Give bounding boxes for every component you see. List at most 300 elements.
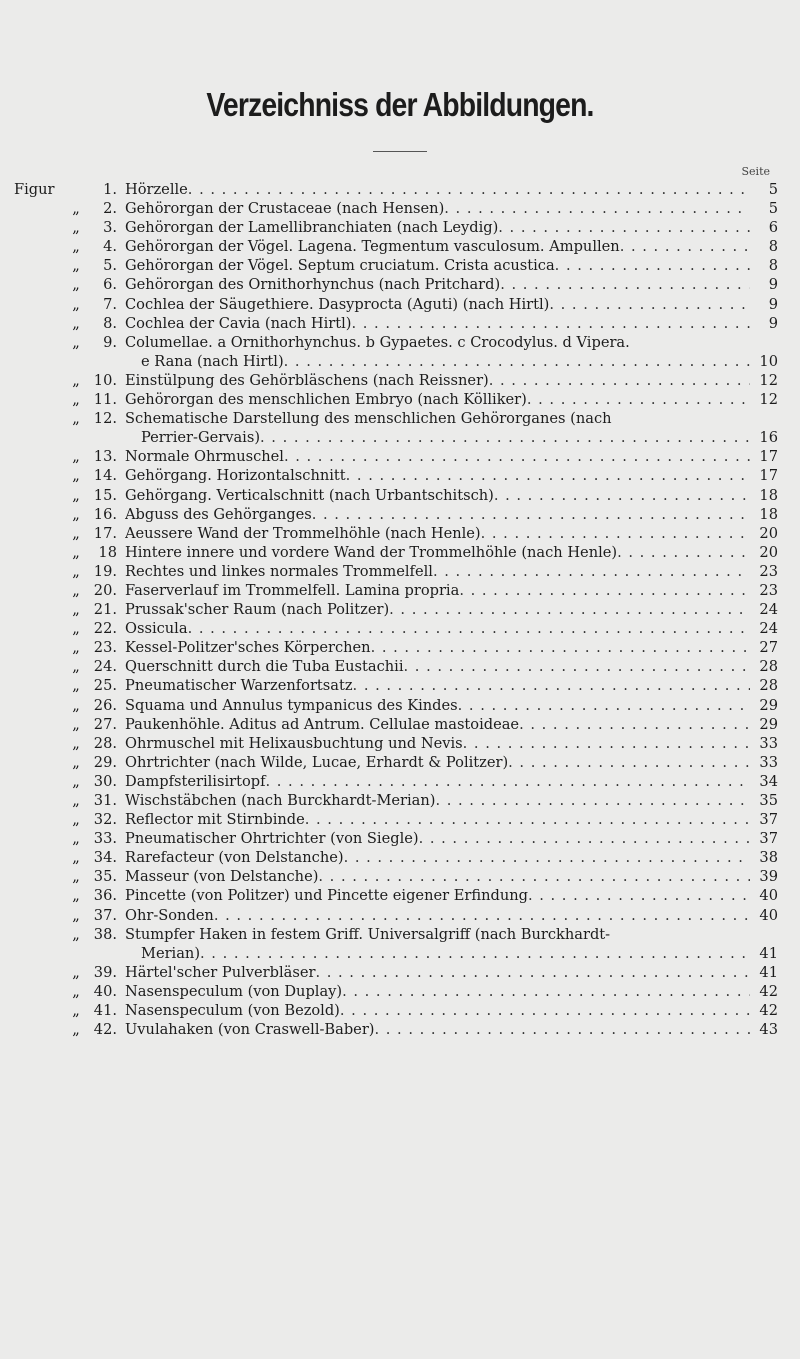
- figure-entry: [14, 466, 778, 485]
- figure-number: 4.: [103, 238, 117, 256]
- page-number: 42: [759, 1002, 778, 1020]
- figure-entry: [14, 657, 778, 676]
- figure-entry: [14, 314, 778, 333]
- figure-number: 34.: [93, 849, 117, 867]
- page-number: 40: [759, 906, 778, 924]
- page-number: 18: [759, 486, 778, 504]
- figure-number: 37.: [93, 906, 117, 924]
- page-number: 37: [759, 830, 778, 848]
- figure-entry: [14, 505, 778, 524]
- figure-title: Rechtes und linkes normales Trommelfell: [125, 562, 433, 580]
- figur-label: [14, 447, 64, 466]
- leader-dots: [284, 447, 750, 466]
- figure-number: 3.: [103, 219, 117, 237]
- figur-label: [14, 982, 64, 1001]
- figure-number: 31.: [93, 792, 117, 809]
- page-number: 29: [759, 696, 778, 714]
- figure-title: Abguss des Gehörganges: [125, 505, 312, 523]
- figure-title: Uvulahaken (von Craswell-Baber): [125, 1021, 375, 1039]
- ditto-mark: „: [72, 295, 80, 313]
- figure-title: Aeussere Wand der Trommelhöhle (nach Henle): [125, 524, 481, 542]
- figure-number: 7.: [103, 295, 117, 313]
- figur-label: [14, 753, 64, 772]
- leader-dots: [549, 295, 750, 314]
- page-number: 40: [759, 887, 778, 905]
- figure-title: Perrier-Gervais): [141, 429, 261, 447]
- figure-title: Nasenspeculum (von Duplay): [125, 982, 343, 1000]
- figur-label: [14, 638, 64, 657]
- title-rule: [373, 151, 427, 152]
- figur-label: [14, 867, 64, 886]
- figur-label: [14, 676, 64, 695]
- leader-dots: [284, 352, 750, 371]
- figure-entry: [14, 867, 778, 886]
- page-number: 5: [768, 181, 778, 198]
- figure-number: 12.: [93, 410, 117, 428]
- figure-title: Hörzelle: [125, 181, 188, 198]
- figure-entry: [14, 409, 778, 447]
- page-number: 8: [768, 238, 778, 256]
- figur-label: [14, 696, 64, 715]
- leader-dots: [458, 696, 750, 715]
- figure-title: Stumpfer Haken in festem Griff. Universalgriff (nach Burckhardt-: [125, 925, 611, 943]
- figur-label: [14, 256, 64, 275]
- figure-entry: [14, 371, 778, 390]
- leader-dots: [342, 982, 750, 1001]
- figure-number: 18: [98, 543, 117, 561]
- page-number: 23: [759, 581, 778, 599]
- figur-label: [14, 524, 64, 543]
- ditto-mark: „: [72, 410, 80, 428]
- leader-dots: [315, 963, 750, 982]
- figure-entry: [14, 963, 778, 982]
- figure-entry: [14, 600, 778, 619]
- figur-label: [14, 925, 64, 963]
- figure-entry: [14, 791, 778, 810]
- figure-title: Reflector mit Stirnbinde: [125, 811, 305, 829]
- leader-dots: [260, 428, 750, 447]
- ditto-mark: „: [72, 276, 80, 294]
- figure-number: 23.: [93, 639, 117, 657]
- figure-entry: [14, 696, 778, 715]
- figure-entry: [14, 486, 778, 505]
- figur-label: [14, 1001, 64, 1020]
- figure-entry: [14, 275, 778, 294]
- figur-label: [14, 772, 64, 791]
- figure-title: Gehörorgan der Lamellibranchiaten (nach Leydig): [125, 219, 499, 237]
- leader-dots: [494, 486, 750, 505]
- leader-dots: [620, 237, 750, 256]
- figure-entry: [14, 562, 778, 581]
- figure-title: Faserverlauf im Trommelfell. Lamina propria: [125, 581, 460, 599]
- page-number: 33: [759, 734, 778, 752]
- ditto-mark: „: [72, 219, 80, 237]
- figure-number: 29.: [93, 753, 117, 771]
- leader-dots: [481, 524, 750, 543]
- figur-label: [14, 581, 64, 600]
- figure-number: 17.: [93, 524, 117, 542]
- ditto-mark: „: [72, 772, 80, 790]
- ditto-mark: „: [72, 696, 80, 714]
- page-number: 29: [759, 715, 778, 733]
- ditto-mark: „: [72, 524, 80, 542]
- figure-entry: [14, 886, 778, 905]
- figure-number: 5.: [103, 257, 117, 275]
- page-title: Verzeichniss der Abbildungen.: [206, 86, 594, 123]
- figur-label: [14, 199, 64, 218]
- leader-dots: [371, 638, 750, 657]
- figure-title: Columellae. a Ornithorhynchus. b Gypaetes. c Crocodylus. d Vipera.: [125, 333, 630, 351]
- figur-label: [14, 486, 64, 505]
- figure-number: 21.: [93, 601, 117, 619]
- page-number: 20: [759, 543, 778, 561]
- page-number: 42: [759, 982, 778, 1000]
- figur-label: [14, 409, 64, 447]
- page-number: 5: [768, 200, 778, 218]
- page-number: 33: [759, 753, 778, 771]
- figure-title: Pneumatischer Warzenfortsatz: [125, 677, 353, 695]
- figur-label: [14, 237, 64, 256]
- ditto-mark: „: [72, 830, 80, 848]
- figure-number: 11.: [93, 391, 117, 409]
- figure-number: 36.: [93, 887, 117, 905]
- page-number: 16: [759, 429, 778, 447]
- figure-title: Einstülpung des Gehörbläschens (nach Reissner): [125, 371, 489, 389]
- ditto-mark: „: [72, 562, 80, 580]
- figure-entry: [14, 180, 778, 199]
- leader-dots: [375, 1020, 751, 1039]
- figure-title: Gehörorgan der Vögel. Septum cruciatum. Crista acustica: [125, 257, 555, 275]
- page-number: 12: [759, 391, 778, 409]
- ditto-mark: „: [72, 715, 80, 733]
- leader-dots: [188, 619, 750, 638]
- ditto-mark: „: [72, 906, 80, 924]
- figur-label: [14, 657, 64, 676]
- ditto-mark: „: [72, 811, 80, 829]
- figure-entry: [14, 676, 778, 695]
- figure-title: Gehörorgan des menschlichen Embryo (nach Kölliker): [125, 391, 527, 409]
- figure-number: 38.: [93, 925, 117, 943]
- leader-dots: [214, 906, 750, 925]
- figure-title: Querschnitt durch die Tuba Eustachii: [125, 658, 404, 676]
- figure-title: Nasenspeculum (von Bezold): [125, 1002, 340, 1020]
- page-number: 34: [759, 772, 778, 790]
- ditto-mark: „: [72, 639, 80, 657]
- leader-dots: [433, 562, 750, 581]
- figure-number: 10.: [93, 371, 117, 389]
- figure-number: 8.: [103, 314, 117, 332]
- figure-entry: [14, 447, 778, 466]
- figur-label: [14, 371, 64, 390]
- figur-label: [14, 275, 64, 294]
- figure-title: Gehörgang. Verticalschnitt (nach Urbantschitsch): [125, 486, 494, 504]
- ditto-mark: „: [72, 887, 80, 905]
- leader-dots: [463, 734, 750, 753]
- figure-number: 2.: [103, 200, 117, 218]
- figure-title: Dampfsterilisirtopf: [125, 772, 266, 790]
- figur-label: [14, 810, 64, 829]
- ditto-mark: „: [72, 982, 80, 1000]
- ditto-mark: „: [72, 734, 80, 752]
- figure-entry: [14, 982, 778, 1001]
- leader-dots: [508, 753, 750, 772]
- page-number: 9: [768, 295, 778, 313]
- leader-dots: [312, 505, 750, 524]
- figure-title: Schematische Darstellung des menschlichen Gehörorganes (nach: [125, 410, 612, 428]
- figur-label: [14, 963, 64, 982]
- page-number: 43: [759, 1021, 778, 1039]
- page-number: 12: [759, 371, 778, 389]
- figure-entry: [14, 333, 778, 371]
- leader-dots: [353, 676, 750, 695]
- figure-number: 26.: [93, 696, 117, 714]
- figure-title: e Rana (nach Hirtl): [141, 352, 284, 370]
- leader-dots: [555, 256, 750, 275]
- ditto-mark: „: [72, 486, 80, 504]
- figur-label: [14, 466, 64, 485]
- figure-entry: [14, 1020, 778, 1039]
- figure-number: 28.: [93, 734, 117, 752]
- figure-number: 24.: [93, 658, 117, 676]
- leader-dots: [344, 848, 750, 867]
- figur-label: [14, 829, 64, 848]
- leader-dots: [346, 466, 750, 485]
- leader-dots: [389, 600, 750, 619]
- leader-dots: [519, 715, 750, 734]
- figure-entry: [14, 753, 778, 772]
- ditto-mark: „: [72, 1021, 80, 1039]
- figure-number: 41.: [93, 1002, 117, 1020]
- page-number: 17: [759, 448, 778, 466]
- figure-number: 19.: [93, 562, 117, 580]
- figur-label: [14, 390, 64, 409]
- page-number: 41: [759, 963, 778, 981]
- page-number: 9: [768, 314, 778, 332]
- leader-dots: [498, 218, 750, 237]
- figur-label: [14, 562, 64, 581]
- figure-entry: [14, 772, 778, 791]
- ditto-mark: „: [72, 581, 80, 599]
- ditto-mark: „: [72, 658, 80, 676]
- leader-dots: [459, 581, 750, 600]
- ditto-mark: „: [72, 925, 80, 943]
- ditto-mark: „: [72, 620, 80, 638]
- figur-label: [14, 1020, 64, 1039]
- leader-dots: [444, 199, 750, 218]
- figure-title: Cochlea der Cavia (nach Hirtl): [125, 314, 352, 332]
- figure-title: Paukenhöhle. Aditus ad Antrum. Cellulae mastoideae: [125, 715, 520, 733]
- figure-number: 35.: [93, 868, 117, 886]
- ditto-mark: [64, 180, 88, 199]
- figure-title: Prussak'scher Raum (nach Politzer): [125, 601, 390, 619]
- ditto-mark: „: [72, 963, 80, 981]
- figure-entry: [14, 1001, 778, 1020]
- ditto-mark: „: [72, 391, 80, 409]
- ditto-mark: „: [72, 849, 80, 867]
- page-number: 18: [759, 505, 778, 523]
- figure-title: Hintere innere und vordere Wand der Trommelhöhle (nach Henle): [125, 543, 618, 561]
- figure-entry: [14, 390, 778, 409]
- ditto-mark: „: [72, 505, 80, 523]
- figure-number: 39.: [93, 963, 117, 981]
- figur-label: [14, 734, 64, 753]
- ditto-mark: „: [72, 448, 80, 466]
- figur-label: [14, 886, 64, 905]
- figure-entry: [14, 581, 778, 600]
- page-number: 39: [759, 868, 778, 886]
- figure-title: Gehörorgan der Vögel. Lagena. Tegmentum vasculosum. Ampullen: [125, 238, 620, 256]
- figure-title: Rarefacteur (von Delstanche): [125, 849, 344, 867]
- figure-entry: [14, 543, 778, 562]
- ditto-mark: „: [72, 314, 80, 332]
- leader-dots: [305, 810, 750, 829]
- leader-dots: [265, 772, 750, 791]
- ditto-mark: „: [72, 467, 80, 485]
- figure-entry: [14, 218, 778, 237]
- figure-number: 13.: [93, 448, 117, 466]
- leader-dots: [419, 829, 750, 848]
- leader-dots: [351, 314, 750, 333]
- figure-title: Normale Ohrmuschel: [125, 448, 284, 466]
- figure-entry: [14, 237, 778, 256]
- figur-label: [14, 715, 64, 734]
- figure-title: Cochlea der Säugethiere. Dasyprocta (Aguti) (nach Hirtl): [125, 295, 550, 313]
- figur-label: [14, 619, 64, 638]
- figure-title: Gehörorgan des Ornithorhynchus (nach Pritchard): [125, 276, 501, 294]
- page-number: 27: [759, 639, 778, 657]
- figure-title: Ohr-Sonden: [125, 906, 214, 924]
- figure-number: 14.: [93, 467, 117, 485]
- ditto-mark: „: [72, 677, 80, 695]
- ditto-mark: „: [72, 200, 80, 218]
- leader-dots: [617, 543, 750, 562]
- figur-label: [14, 848, 64, 867]
- figure-title: Pneumatischer Ohrtrichter (von Siegle): [125, 830, 419, 848]
- figur-label: [14, 543, 64, 562]
- figure-title: Wischstäbchen (nach Burckhardt-Merian): [125, 792, 436, 809]
- page-number: 41: [759, 944, 778, 962]
- leader-dots: [489, 371, 750, 390]
- page-number: 17: [759, 467, 778, 485]
- figure-title: Kessel-Politzer'sches Körperchen: [125, 639, 371, 657]
- seite-column-label: Seite: [741, 165, 770, 178]
- ditto-mark: „: [72, 1002, 80, 1020]
- figure-entry: [14, 848, 778, 867]
- figur-label: [14, 791, 64, 810]
- figur-label: Figur: [14, 181, 55, 198]
- ditto-mark: „: [72, 238, 80, 256]
- figure-entry: [14, 295, 778, 314]
- leader-dots: [435, 791, 750, 810]
- figure-number: 33.: [93, 830, 117, 848]
- page-number: 10: [759, 352, 778, 370]
- page-number: 23: [759, 562, 778, 580]
- page-number: 28: [759, 658, 778, 676]
- figure-title: Ohrtrichter (nach Wilde, Lucae, Erhardt & Politzer): [125, 753, 509, 771]
- page-number: 38: [759, 849, 778, 867]
- figure-entry: [14, 906, 778, 925]
- leader-dots: [528, 886, 750, 905]
- leader-dots: [200, 944, 750, 963]
- ditto-mark: „: [72, 753, 80, 771]
- ditto-mark: „: [72, 868, 80, 886]
- page-number: 24: [759, 601, 778, 619]
- page-number: 8: [768, 257, 778, 275]
- figure-number: 6.: [103, 276, 117, 294]
- figure-entry: [14, 256, 778, 275]
- figure-entry: [14, 810, 778, 829]
- figure-title: Pincette (von Politzer) und Pincette eigener Erfindung: [125, 887, 528, 905]
- figure-number: 20.: [93, 581, 117, 599]
- figure-number: 25.: [93, 677, 117, 695]
- leader-dots: [527, 390, 750, 409]
- figure-number: 1.: [103, 181, 117, 198]
- figure-title: Gehörorgan der Crustaceae (nach Hensen): [125, 200, 445, 218]
- figure-title: Gehörgang. Horizontalschnitt: [125, 467, 346, 485]
- leader-dots: [500, 275, 750, 294]
- page-number: 35: [759, 792, 778, 809]
- figure-title: Härtel'scher Pulverbläser: [125, 963, 316, 981]
- figure-entry: [14, 925, 778, 963]
- ditto-mark: „: [72, 371, 80, 389]
- page-number: 28: [759, 677, 778, 695]
- figure-number: 27.: [93, 715, 117, 733]
- figur-label: [14, 906, 64, 925]
- figure-entry: [14, 619, 778, 638]
- figur-label: [14, 314, 64, 333]
- figure-number: 30.: [93, 772, 117, 790]
- figur-label: [14, 295, 64, 314]
- figure-entry: [14, 734, 778, 753]
- figure-title: Ohrmuschel mit Helixausbuchtung und Nevis: [125, 734, 463, 752]
- figur-label: [14, 505, 64, 524]
- ditto-mark: „: [72, 601, 80, 619]
- figur-label: [14, 333, 64, 371]
- page-number: 24: [759, 620, 778, 638]
- ditto-mark: „: [72, 257, 80, 275]
- figure-title: Merian): [141, 944, 201, 962]
- page-number: 9: [768, 276, 778, 294]
- leader-dots: [318, 867, 750, 886]
- page-number: 6: [768, 219, 778, 237]
- figure-entry: [14, 638, 778, 657]
- figure-list: [14, 180, 778, 1039]
- leader-dots: [404, 657, 750, 676]
- figure-number: 15.: [93, 486, 117, 504]
- figure-number: 9.: [103, 333, 117, 351]
- figure-number: 22.: [93, 620, 117, 638]
- figure-number: 42.: [93, 1021, 117, 1039]
- ditto-mark: „: [72, 333, 80, 351]
- leader-dots: [340, 1001, 750, 1020]
- figure-title: Squama und Annulus tympanicus des Kindes: [125, 696, 458, 714]
- ditto-mark: „: [72, 543, 80, 561]
- figure-number: 32.: [93, 811, 117, 829]
- figure-entry: [14, 524, 778, 543]
- figure-number: 16.: [93, 505, 117, 523]
- page-number: 20: [759, 524, 778, 542]
- ditto-mark: „: [72, 792, 80, 809]
- figur-label: [14, 600, 64, 619]
- leader-dots: [188, 180, 750, 199]
- figure-entry: [14, 715, 778, 734]
- figure-entry: [14, 199, 778, 218]
- figur-label: [14, 218, 64, 237]
- page-number: 37: [759, 811, 778, 829]
- figure-entry: [14, 829, 778, 848]
- figure-title: Masseur (von Delstanche): [125, 868, 319, 886]
- figure-number: 40.: [93, 982, 117, 1000]
